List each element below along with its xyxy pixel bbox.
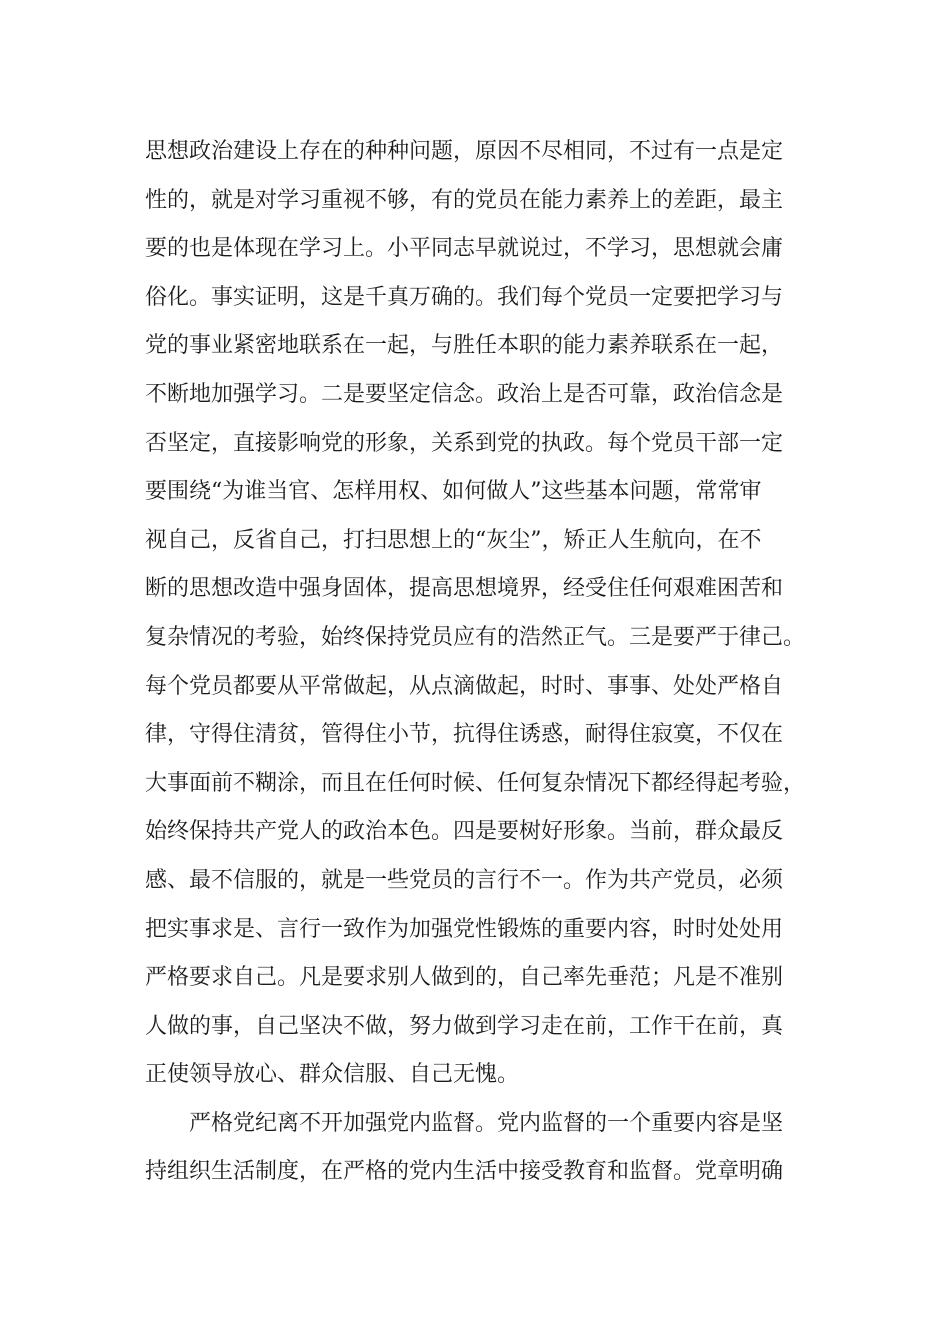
text-line: 要的也是体现在学习上。小平同志早就说过，不学习，思想就会庸 — [145, 236, 784, 262]
text-line: 正使领导放心、群众信服、自己无愧。 — [145, 1062, 520, 1088]
text-line: 复杂情况的考验，始终保持党员应有的浩然正气。三是要严于律己。 — [145, 624, 806, 650]
text-line: 要围绕“为谁当官、怎样用权、如何做人”这些基本问题，常常审 — [145, 479, 762, 505]
text-line: 律，守得住清贫，管得住小节，抗得住诱惑，耐得住寂寞，不仅在 — [145, 722, 784, 748]
text-line: 否坚定，直接影响党的形象，关系到党的执政。每个党员干部一定 — [145, 430, 784, 456]
text-line: 始终保持共产党人的政治本色。四是要树好形象。当前，群众最反 — [145, 819, 784, 845]
text-line: 俗化。事实证明，这是千真万确的。我们每个党员一定要把学习与 — [145, 284, 784, 310]
text-line: 感、最不信服的，就是一些党员的言行不一。作为共产党员，必须 — [145, 867, 784, 893]
text-line: 断的思想改造中强身固体，提高思想境界，经受住任何艰难困苦和 — [145, 576, 784, 602]
text-line: 党的事业紧密地联系在一起，与胜任本职的能力素养联系在一起， — [145, 333, 784, 359]
text-line: 大事面前不糊涂，而且在任何时候、任何复杂情况下都经得起考验， — [145, 770, 806, 796]
paragraph-first-line: 严格党纪离不开加强党内监督。党内监督的一个重要内容是坚 — [189, 1110, 784, 1136]
body-text — [145, 128, 825, 1197]
text-line: 每个党员都要从平常做起，从点滴做起，时时、事事、处处严格自 — [145, 673, 784, 699]
text-line: 人做的事，自己坚决不做，努力做到学习走在前，工作干在前，真 — [145, 1013, 784, 1039]
text-line: 视自己，反省自己，打扫思想上的“灰尘”，矫正人生航向，在不 — [145, 527, 762, 553]
text-line: 不断地加强学习。二是要坚定信念。政治上是否可靠，政治信念是 — [145, 381, 784, 407]
text-line: 性的，就是对学习重视不够，有的党员在能力素养上的差距，最主 — [145, 187, 784, 213]
text-line: 思想政治建设上存在的种种问题，原因不尽相同，不过有一点是定 — [145, 139, 784, 164]
text-line: 持组织生活制度，在严格的党内生活中接受教育和监督。党章明确 — [145, 1159, 784, 1185]
text-line: 把实事求是、言行一致作为加强党性锻炼的重要内容，时时处处用 — [145, 916, 784, 942]
text-line: 严格要求自己。凡是要求别人做到的，自己率先垂范；凡是不准别 — [145, 965, 784, 991]
